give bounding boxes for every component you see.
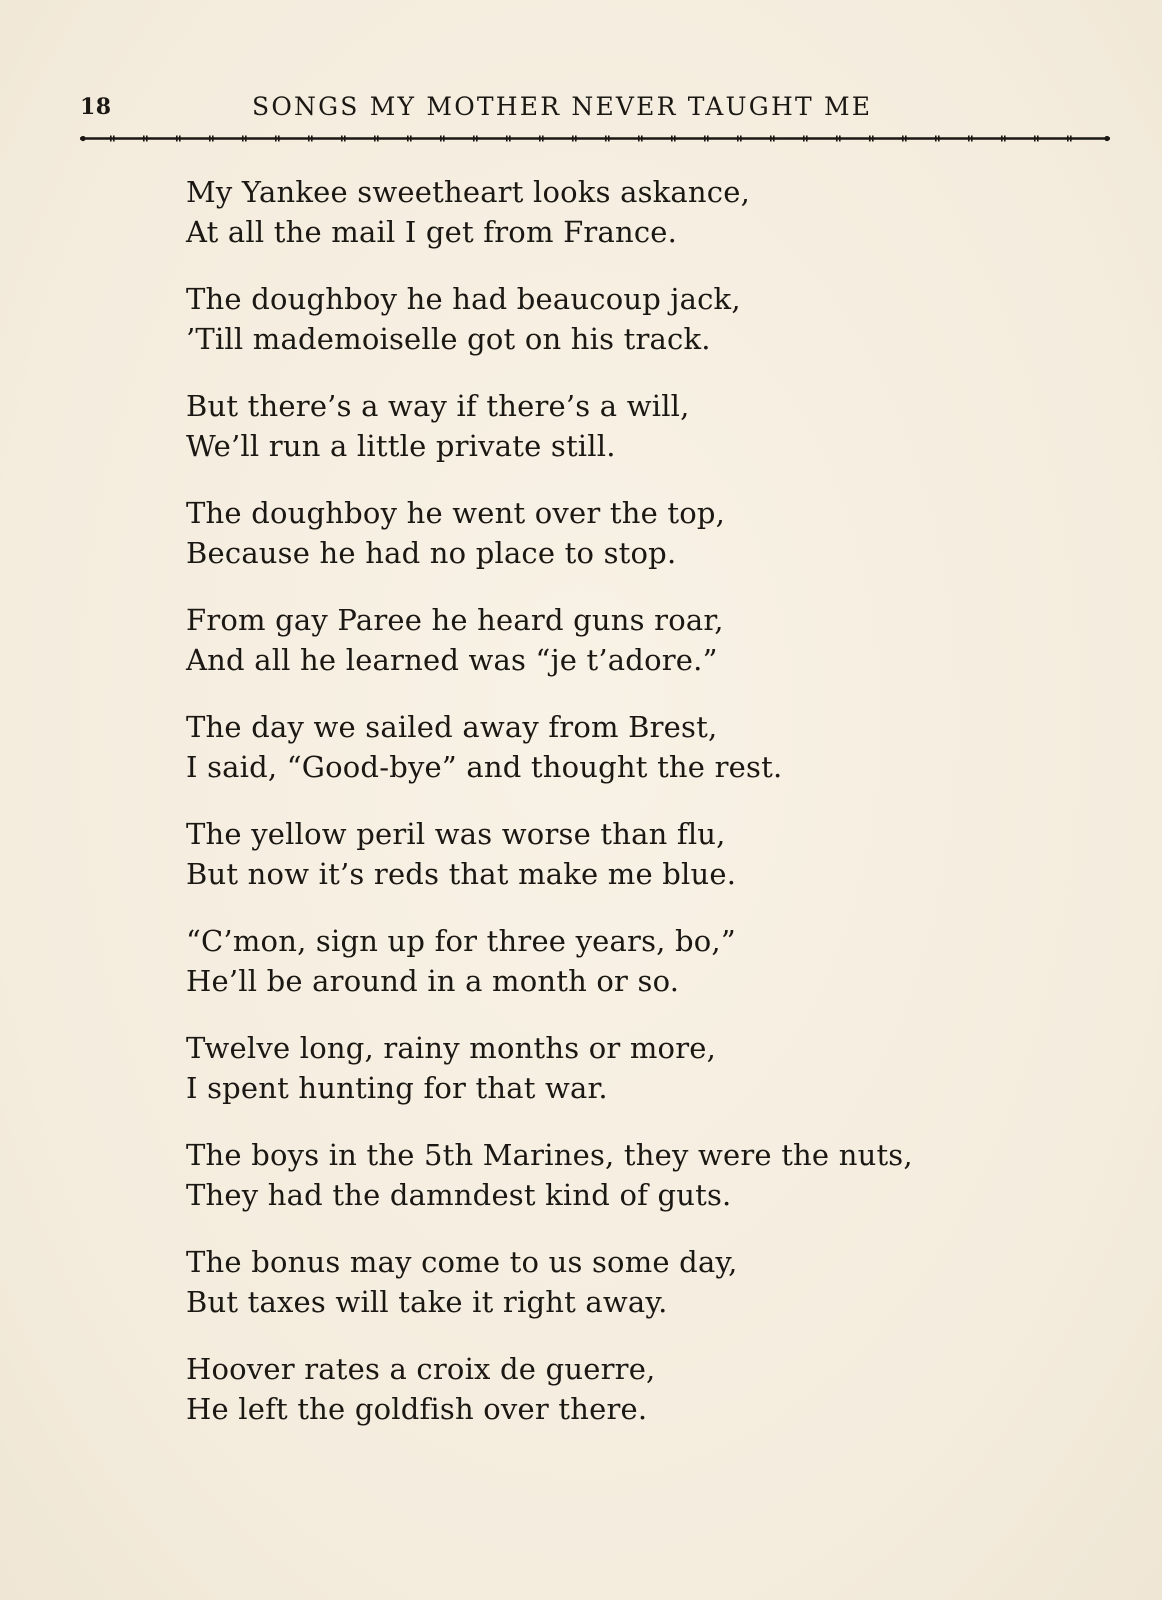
poem-line: Hoover rates a croix de guerre, — [186, 1352, 656, 1386]
stanza — [186, 1349, 1116, 1429]
poem-line: The doughboy he went over the top, — [186, 496, 726, 530]
running-title: SONGS MY MOTHER NEVER TAUGHT ME — [252, 92, 873, 121]
poem-line: The yellow peril was worse than flu, — [186, 817, 726, 851]
stanza — [186, 279, 1116, 359]
stanza — [186, 1028, 1116, 1108]
poem-line: But taxes will take it right away. — [186, 1285, 668, 1319]
poem-line: We’ll run a little private still. — [186, 429, 616, 463]
stanza — [186, 493, 1116, 573]
stanza — [186, 172, 1116, 252]
poem-line: And all he learned was “je t’adore.” — [186, 643, 718, 677]
poem-line: The day we sailed away from Brest, — [186, 710, 718, 744]
ornamental-rule — [80, 134, 1110, 143]
poem-line: I said, “Good-bye” and thought the rest. — [186, 750, 783, 784]
poem-line: Because he had no place to stop. — [186, 536, 677, 570]
poem — [186, 172, 1116, 1456]
stanza — [186, 921, 1116, 1001]
poem-line: But now it’s reds that make me blue. — [186, 857, 737, 891]
stanza — [186, 1135, 1116, 1215]
poem-line: The boys in the 5th Marines, they were the nuts, — [186, 1138, 913, 1172]
poem-line: But there’s a way if there’s a will, — [186, 389, 690, 423]
poem-line: ’Till mademoiselle got on his track. — [186, 322, 711, 356]
poem-line: From gay Paree he heard guns roar, — [186, 603, 724, 637]
poem-line: The doughboy he had beaucoup jack, — [186, 282, 741, 316]
stanza — [186, 386, 1116, 466]
poem-line: I spent hunting for that war. — [186, 1071, 608, 1105]
poem-line: They had the damndest kind of guts. — [186, 1178, 732, 1212]
stanza — [186, 1242, 1116, 1322]
page-header — [80, 88, 1112, 128]
poem-line: My Yankee sweetheart looks askance, — [186, 175, 751, 209]
poem-line: He’ll be around in a month or so. — [186, 964, 680, 998]
stanza — [186, 707, 1116, 787]
poem-line: At all the mail I get from France. — [186, 215, 678, 249]
stanza — [186, 814, 1116, 894]
poem-line: He left the goldfish over there. — [186, 1392, 648, 1426]
poem-line: The bonus may come to us some day, — [186, 1245, 738, 1279]
poem-line: Twelve long, rainy months or more, — [186, 1031, 717, 1065]
stanza — [186, 600, 1116, 680]
page-number: 18 — [80, 94, 112, 120]
poem-line: “C’mon, sign up for three years, bo,” — [186, 924, 736, 958]
